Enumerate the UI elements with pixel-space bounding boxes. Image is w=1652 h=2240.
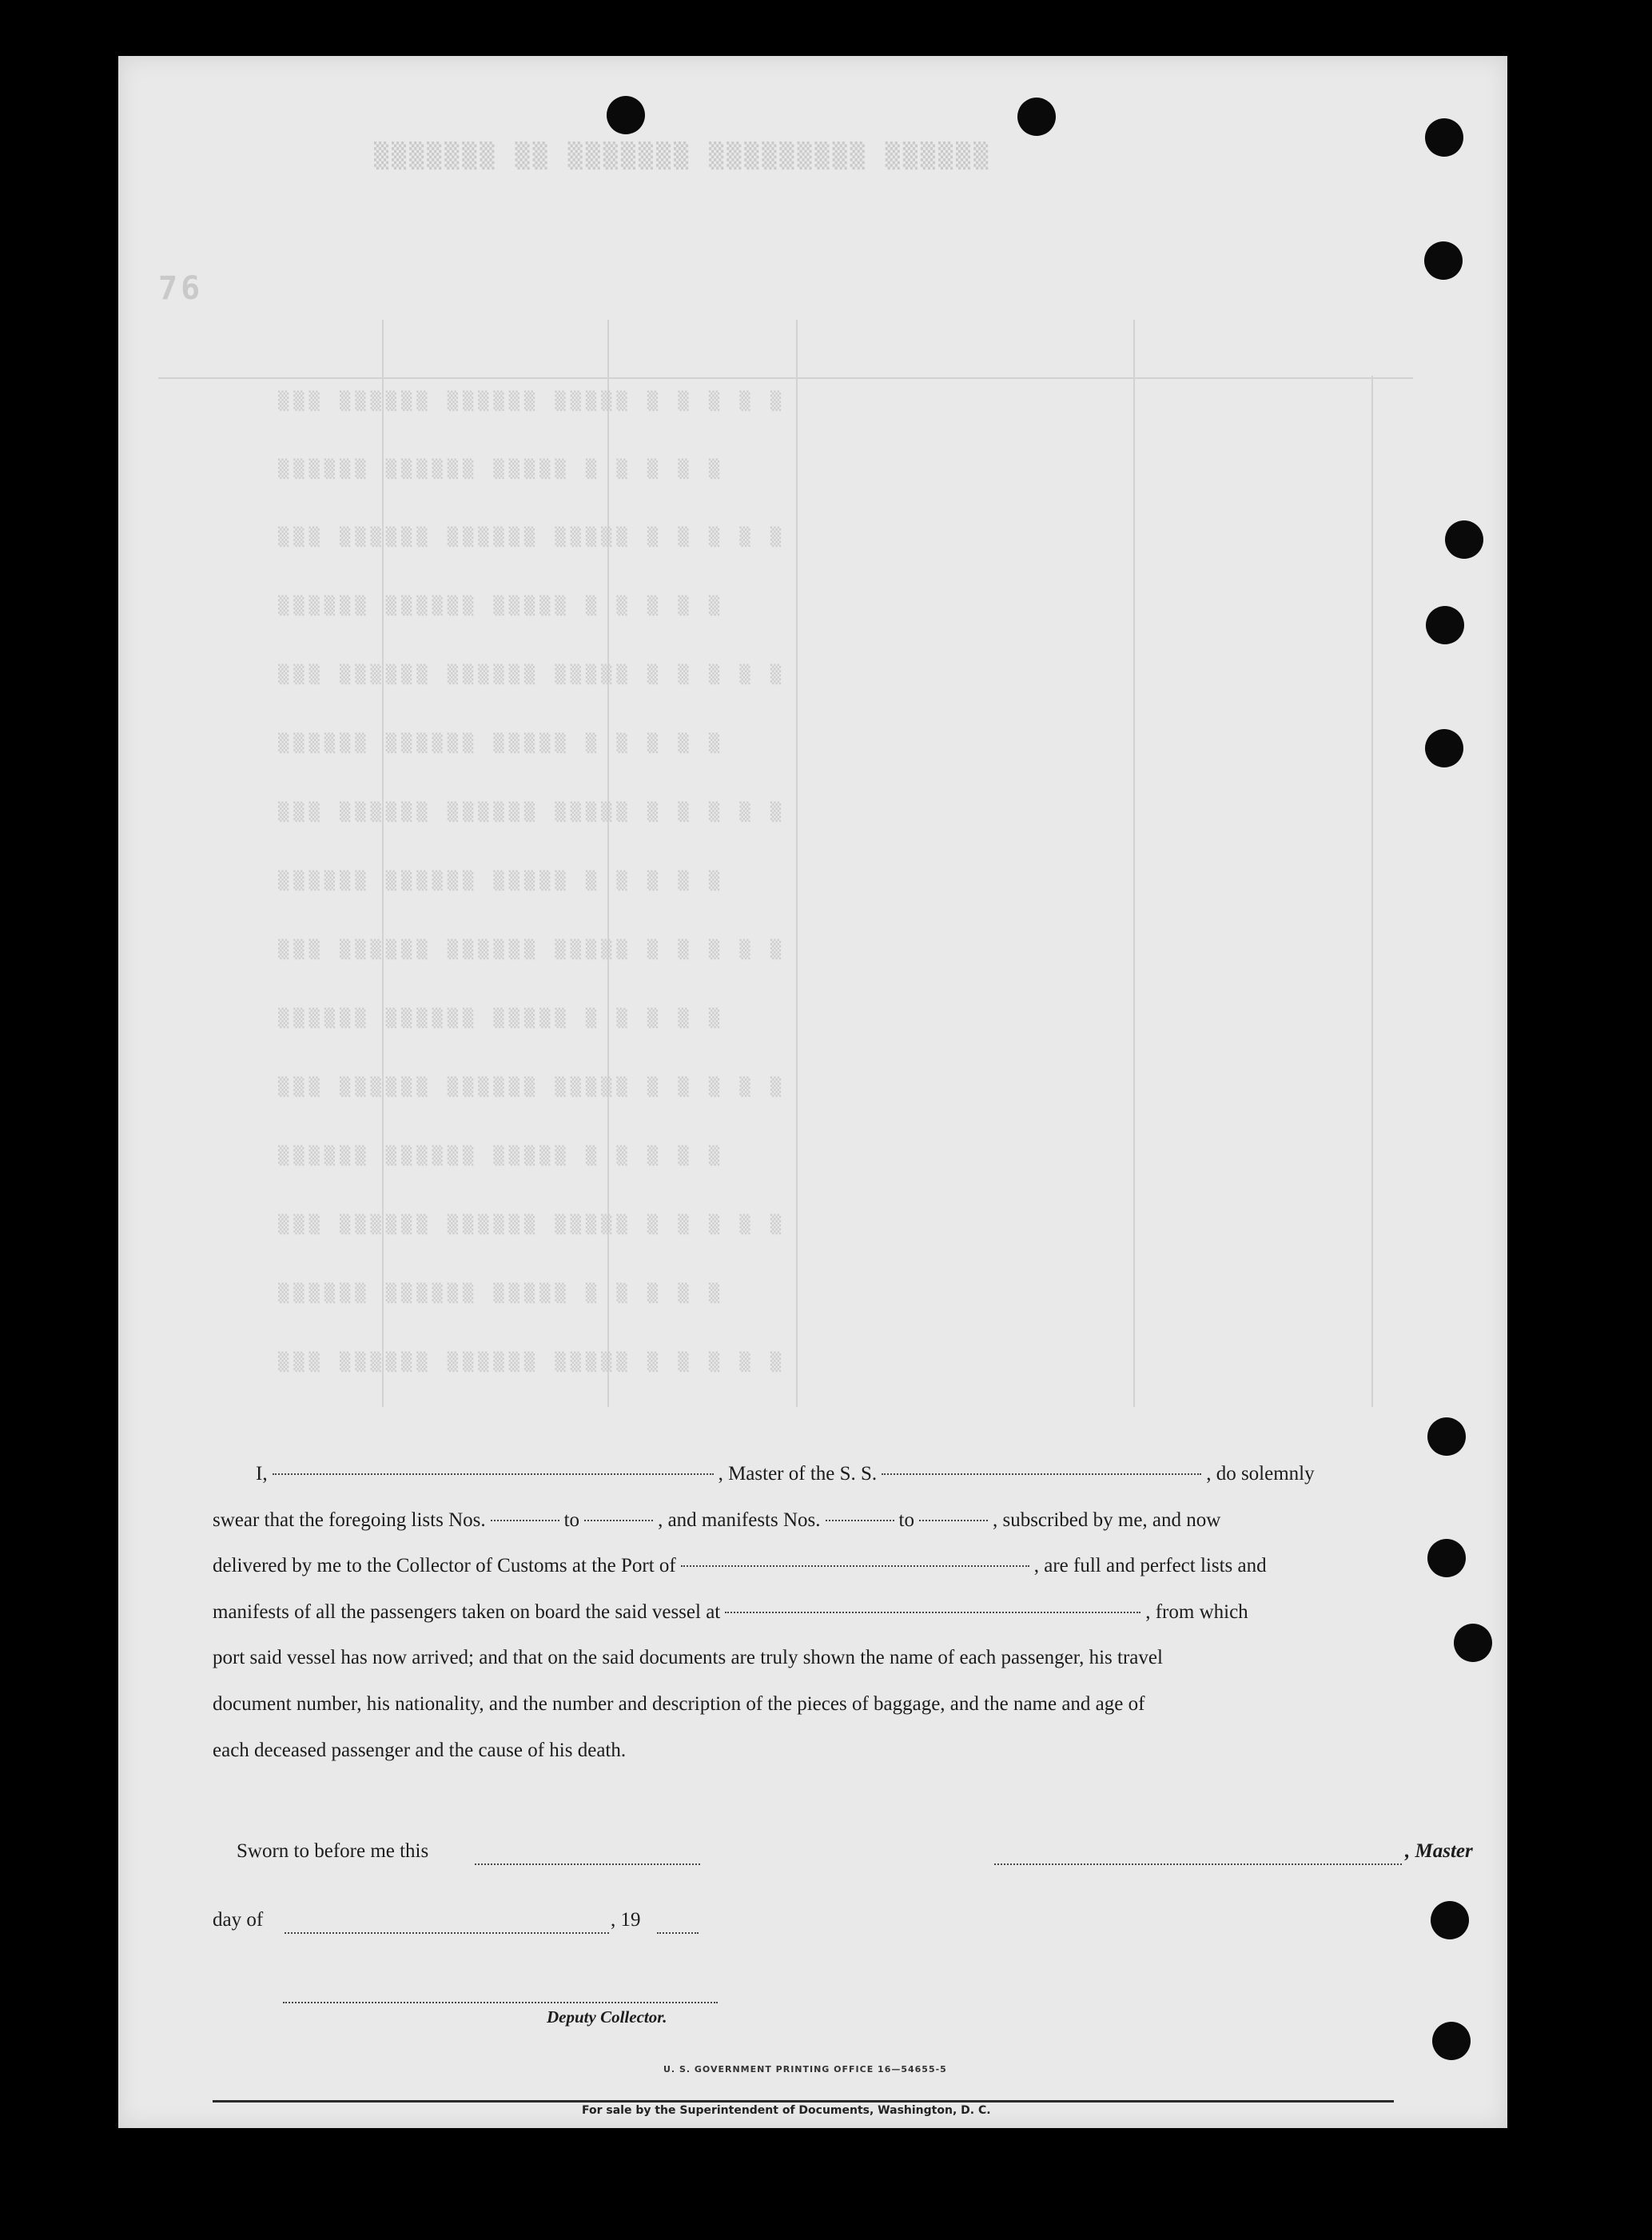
oath-line-5 bbox=[213, 1635, 1514, 1681]
master-signature-blank[interactable] bbox=[994, 1863, 1402, 1865]
oath-line-1 bbox=[213, 1451, 1514, 1497]
master-name-blank[interactable] bbox=[273, 1473, 714, 1475]
oath-text: , from which bbox=[1145, 1600, 1248, 1623]
punch-hole bbox=[1426, 606, 1464, 644]
list-to-blank[interactable] bbox=[584, 1519, 653, 1521]
bleed-row: ▒▒▒▒▒▒ ▒▒▒▒▒▒ ▒▒▒▒▒ ▒ ▒ ▒ ▒ ▒ bbox=[278, 1284, 725, 1304]
oath-text: , are full and perfect lists and bbox=[1033, 1555, 1267, 1577]
deputy-collector-label: Deputy Collector. bbox=[547, 2007, 667, 2027]
port-blank[interactable] bbox=[681, 1564, 1029, 1567]
oath-line-7 bbox=[213, 1728, 1514, 1774]
bleed-col-rule bbox=[1371, 376, 1373, 1407]
bleed-row: ▒▒▒▒▒▒ ▒▒▒▒▒▒ ▒▒▒▒▒ ▒ ▒ ▒ ▒ ▒ bbox=[278, 1009, 725, 1029]
bleed-col-rule bbox=[1133, 320, 1135, 1407]
punch-hole bbox=[1425, 118, 1463, 157]
punch-hole bbox=[1431, 1901, 1469, 1939]
oath-text: to bbox=[563, 1509, 580, 1531]
bleed-row: ▒▒▒▒▒▒ ▒▒▒▒▒▒ ▒▒▒▒▒ ▒ ▒ ▒ ▒ ▒ bbox=[278, 1146, 725, 1166]
sworn-label: Sworn to before me this bbox=[237, 1840, 429, 1862]
oath-text: to bbox=[898, 1509, 914, 1531]
list-from-blank[interactable] bbox=[491, 1519, 559, 1521]
bleed-row: ▒▒▒ ▒▒▒▒▒▒ ▒▒▒▒▒▒ ▒▒▒▒▒ ▒ ▒ ▒ ▒ ▒ bbox=[278, 1353, 786, 1373]
embark-port-blank[interactable] bbox=[725, 1611, 1140, 1613]
ship-name-blank[interactable] bbox=[882, 1473, 1201, 1475]
bleed-col-rule bbox=[607, 320, 609, 1407]
manifest-from-blank[interactable] bbox=[826, 1519, 894, 1521]
oath-text: , do solemnly bbox=[1206, 1463, 1315, 1485]
punch-hole bbox=[1427, 1539, 1466, 1577]
sworn-line bbox=[213, 1840, 1514, 1888]
oath-text: manifests of all the passengers taken on board the said vessel at bbox=[213, 1600, 721, 1623]
master-label: , Master bbox=[1405, 1840, 1473, 1862]
bleed-row: ▒▒▒ ▒▒▒▒▒▒ ▒▒▒▒▒▒ ▒▒▒▒▒ ▒ ▒ ▒ ▒ ▒ bbox=[278, 392, 786, 412]
bleed-row: ▒▒▒ ▒▒▒▒▒▒ ▒▒▒▒▒▒ ▒▒▒▒▒ ▒ ▒ ▒ ▒ ▒ bbox=[278, 803, 786, 823]
oath-line-6 bbox=[213, 1681, 1514, 1728]
bleed-title: ▒▒▒▒▒▒▒ ▒▒ ▒▒▒▒▒▒▒ ▒▒▒▒▒▒▒▒▒ ▒▒▒▒▒▒ bbox=[374, 142, 992, 170]
bleed-row: ▒▒▒▒▒▒ ▒▒▒▒▒▒ ▒▒▒▒▒ ▒ ▒ ▒ ▒ ▒ bbox=[278, 871, 725, 891]
bleed-row: ▒▒▒ ▒▒▒▒▒▒ ▒▒▒▒▒▒ ▒▒▒▒▒ ▒ ▒ ▒ ▒ ▒ bbox=[278, 940, 786, 960]
year-blank[interactable] bbox=[657, 1931, 699, 1934]
bleed-col-rule bbox=[796, 320, 798, 1407]
oath-line-4 bbox=[213, 1589, 1514, 1636]
bleed-row: ▒▒▒ ▒▒▒▒▒▒ ▒▒▒▒▒▒ ▒▒▒▒▒ ▒ ▒ ▒ ▒ ▒ bbox=[278, 665, 786, 685]
bleed-row: ▒▒▒ ▒▒▒▒▒▒ ▒▒▒▒▒▒ ▒▒▒▒▒ ▒ ▒ ▒ ▒ ▒ bbox=[278, 1078, 786, 1098]
punch-hole bbox=[607, 96, 645, 134]
bleed-form-number: 76 bbox=[158, 270, 204, 307]
bleed-row: ▒▒▒▒▒▒ ▒▒▒▒▒▒ ▒▒▒▒▒ ▒ ▒ ▒ ▒ ▒ bbox=[278, 460, 725, 480]
punch-hole bbox=[1017, 98, 1056, 136]
punch-hole bbox=[1454, 1624, 1492, 1662]
for-sale-notice: For sale by the Superintendent of Documents, Washington, D. C. bbox=[582, 2104, 991, 2117]
oath-paragraph bbox=[213, 1451, 1514, 1773]
year-label: , 19 bbox=[611, 1909, 641, 1931]
punch-hole bbox=[1445, 520, 1483, 559]
day-of-label: day of bbox=[213, 1909, 264, 1931]
oath-text: each deceased passenger and the cause of his death. bbox=[213, 1739, 627, 1761]
manifest-to-blank[interactable] bbox=[919, 1519, 988, 1521]
printing-office-imprint: U. S. GOVERNMENT PRINTING OFFICE 16—54655-5 bbox=[663, 2064, 947, 2075]
oath-text: , subscribed by me, and now bbox=[992, 1509, 1221, 1531]
oath-text: port said vessel has now arrived; and that on the said documents are truly shown the name of each passenger, his travel bbox=[213, 1647, 1163, 1669]
day-of-line bbox=[213, 1909, 932, 1957]
oath-text: delivered by me to the Collector of Customs at the Port of bbox=[213, 1555, 676, 1577]
footer-rule bbox=[213, 2100, 1394, 2102]
punch-hole bbox=[1427, 1417, 1466, 1456]
deputy-signature-blank[interactable] bbox=[283, 2002, 718, 2003]
month-blank[interactable] bbox=[285, 1931, 609, 1934]
bleed-row: ▒▒▒ ▒▒▒▒▒▒ ▒▒▒▒▒▒ ▒▒▒▒▒ ▒ ▒ ▒ ▒ ▒ bbox=[278, 1215, 786, 1235]
punch-hole bbox=[1424, 241, 1463, 280]
oath-text: I, bbox=[256, 1463, 268, 1485]
bleed-row: ▒▒▒▒▒▒ ▒▒▒▒▒▒ ▒▒▒▒▒ ▒ ▒ ▒ ▒ ▒ bbox=[278, 596, 725, 616]
punch-hole bbox=[1432, 2022, 1471, 2060]
bleed-header-rule bbox=[158, 377, 1413, 379]
oath-text: swear that the foregoing lists Nos. bbox=[213, 1509, 486, 1531]
oath-line-2 bbox=[213, 1497, 1514, 1544]
manifest-page bbox=[118, 56, 1507, 2128]
oath-text: , and manifests Nos. bbox=[658, 1509, 821, 1531]
punch-hole bbox=[1425, 729, 1463, 767]
oath-line-3 bbox=[213, 1543, 1514, 1589]
oath-text: , Master of the S. S. bbox=[718, 1463, 878, 1485]
sworn-date-blank[interactable] bbox=[475, 1863, 700, 1865]
bleed-row: ▒▒▒ ▒▒▒▒▒▒ ▒▒▒▒▒▒ ▒▒▒▒▒ ▒ ▒ ▒ ▒ ▒ bbox=[278, 528, 786, 548]
oath-text: document number, his nationality, and the number and description of the pieces of baggage, and the name and age of bbox=[213, 1692, 1145, 1715]
bleed-col-rule bbox=[382, 320, 384, 1407]
bleed-row: ▒▒▒▒▒▒ ▒▒▒▒▒▒ ▒▒▒▒▒ ▒ ▒ ▒ ▒ ▒ bbox=[278, 734, 725, 754]
